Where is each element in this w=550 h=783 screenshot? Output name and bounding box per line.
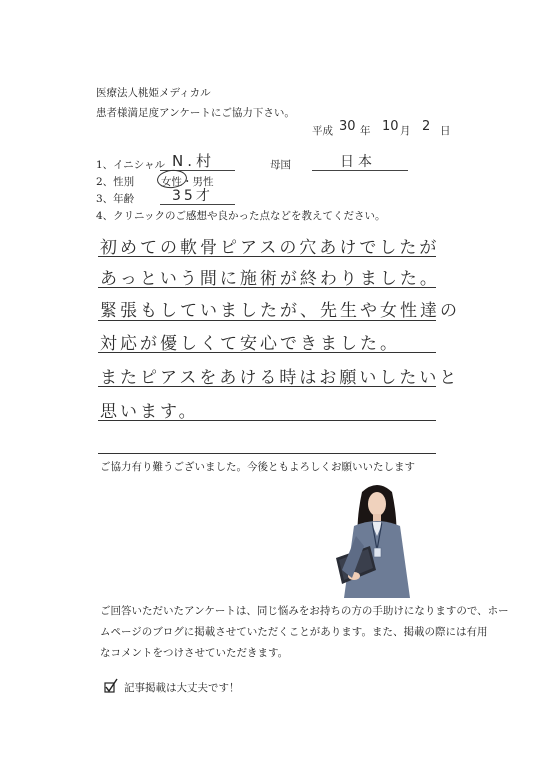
- date-row: [312, 121, 452, 139]
- answer-rule-2: [98, 287, 436, 288]
- answer-line-3: 緊張もしていましたが、先生や女性達の: [100, 301, 460, 321]
- answer-line-6: 思います。: [100, 402, 199, 422]
- consent-checkbox[interactable]: [103, 678, 119, 694]
- age-label: 3、年齢: [96, 193, 135, 205]
- consent-label: 記事掲載は大丈夫です！: [124, 682, 240, 694]
- gender-option-female[interactable]: 女性: [161, 176, 182, 188]
- answer-rule-5: [98, 386, 436, 387]
- initials-value: N.村: [172, 152, 215, 170]
- answer-line-2: あっという間に施術が終わりました。: [100, 269, 440, 289]
- answer-line-5: またピアスをあける時はお願いしたいと: [100, 368, 460, 388]
- answer-rule-4: [98, 352, 436, 353]
- date-year-label: 年: [360, 125, 371, 137]
- initials-label: 1、イニシャル: [96, 159, 166, 171]
- thanks-message: ご協力有り難うございました。今後ともよろしくお願いいたします: [100, 461, 415, 473]
- gender-label: 2、性別: [96, 176, 135, 188]
- note-line-1: ご回答いただいたアンケートは、同じ悩みをお持ちの方の手助けになりますので、ホー: [100, 605, 509, 617]
- homeland-value: 日本: [340, 154, 376, 170]
- date-era: 平成: [312, 125, 333, 137]
- survey-title: 患者様満足度アンケートにご協力下さい。: [96, 107, 295, 119]
- age-value: 35才: [172, 188, 213, 204]
- date-year-value: 30: [339, 119, 356, 134]
- checkbox-checked-icon: [103, 678, 119, 694]
- staff-photo: [330, 480, 425, 598]
- note-line-2: ムページのブログに掲載させていただくことがあります。また、掲載の際には有用: [100, 626, 488, 638]
- answer-line-1: 初めての軟骨ピアスの穴あけでしたが: [100, 238, 440, 258]
- clinic-name: 医療法人桃姫メディカル: [96, 87, 211, 99]
- question-4: 4、クリニックのご感想や良かった点などを教えてください。: [96, 210, 386, 222]
- answer-rule-3: [98, 320, 436, 321]
- staff-illustration: [330, 480, 425, 598]
- answer-rule-7: [98, 453, 436, 454]
- answer-rule-1: [98, 256, 436, 257]
- note-line-3: なコメントをつけさせていただきます。: [100, 647, 289, 659]
- gender-option-male[interactable]: 男性: [192, 176, 214, 188]
- homeland-underline: [312, 170, 408, 171]
- age-underline: [160, 204, 235, 205]
- homeland-label: 母国: [270, 159, 291, 171]
- answer-line-4: 対応が優しくて安心できました。: [100, 334, 400, 354]
- date-month-label: 月: [400, 125, 411, 137]
- gender-separator: ・: [182, 176, 193, 188]
- date-month-value: 10: [382, 119, 399, 134]
- date-day-value: 2: [422, 119, 431, 134]
- date-day-label: 日: [440, 125, 451, 137]
- answer-rule-6: [98, 420, 436, 421]
